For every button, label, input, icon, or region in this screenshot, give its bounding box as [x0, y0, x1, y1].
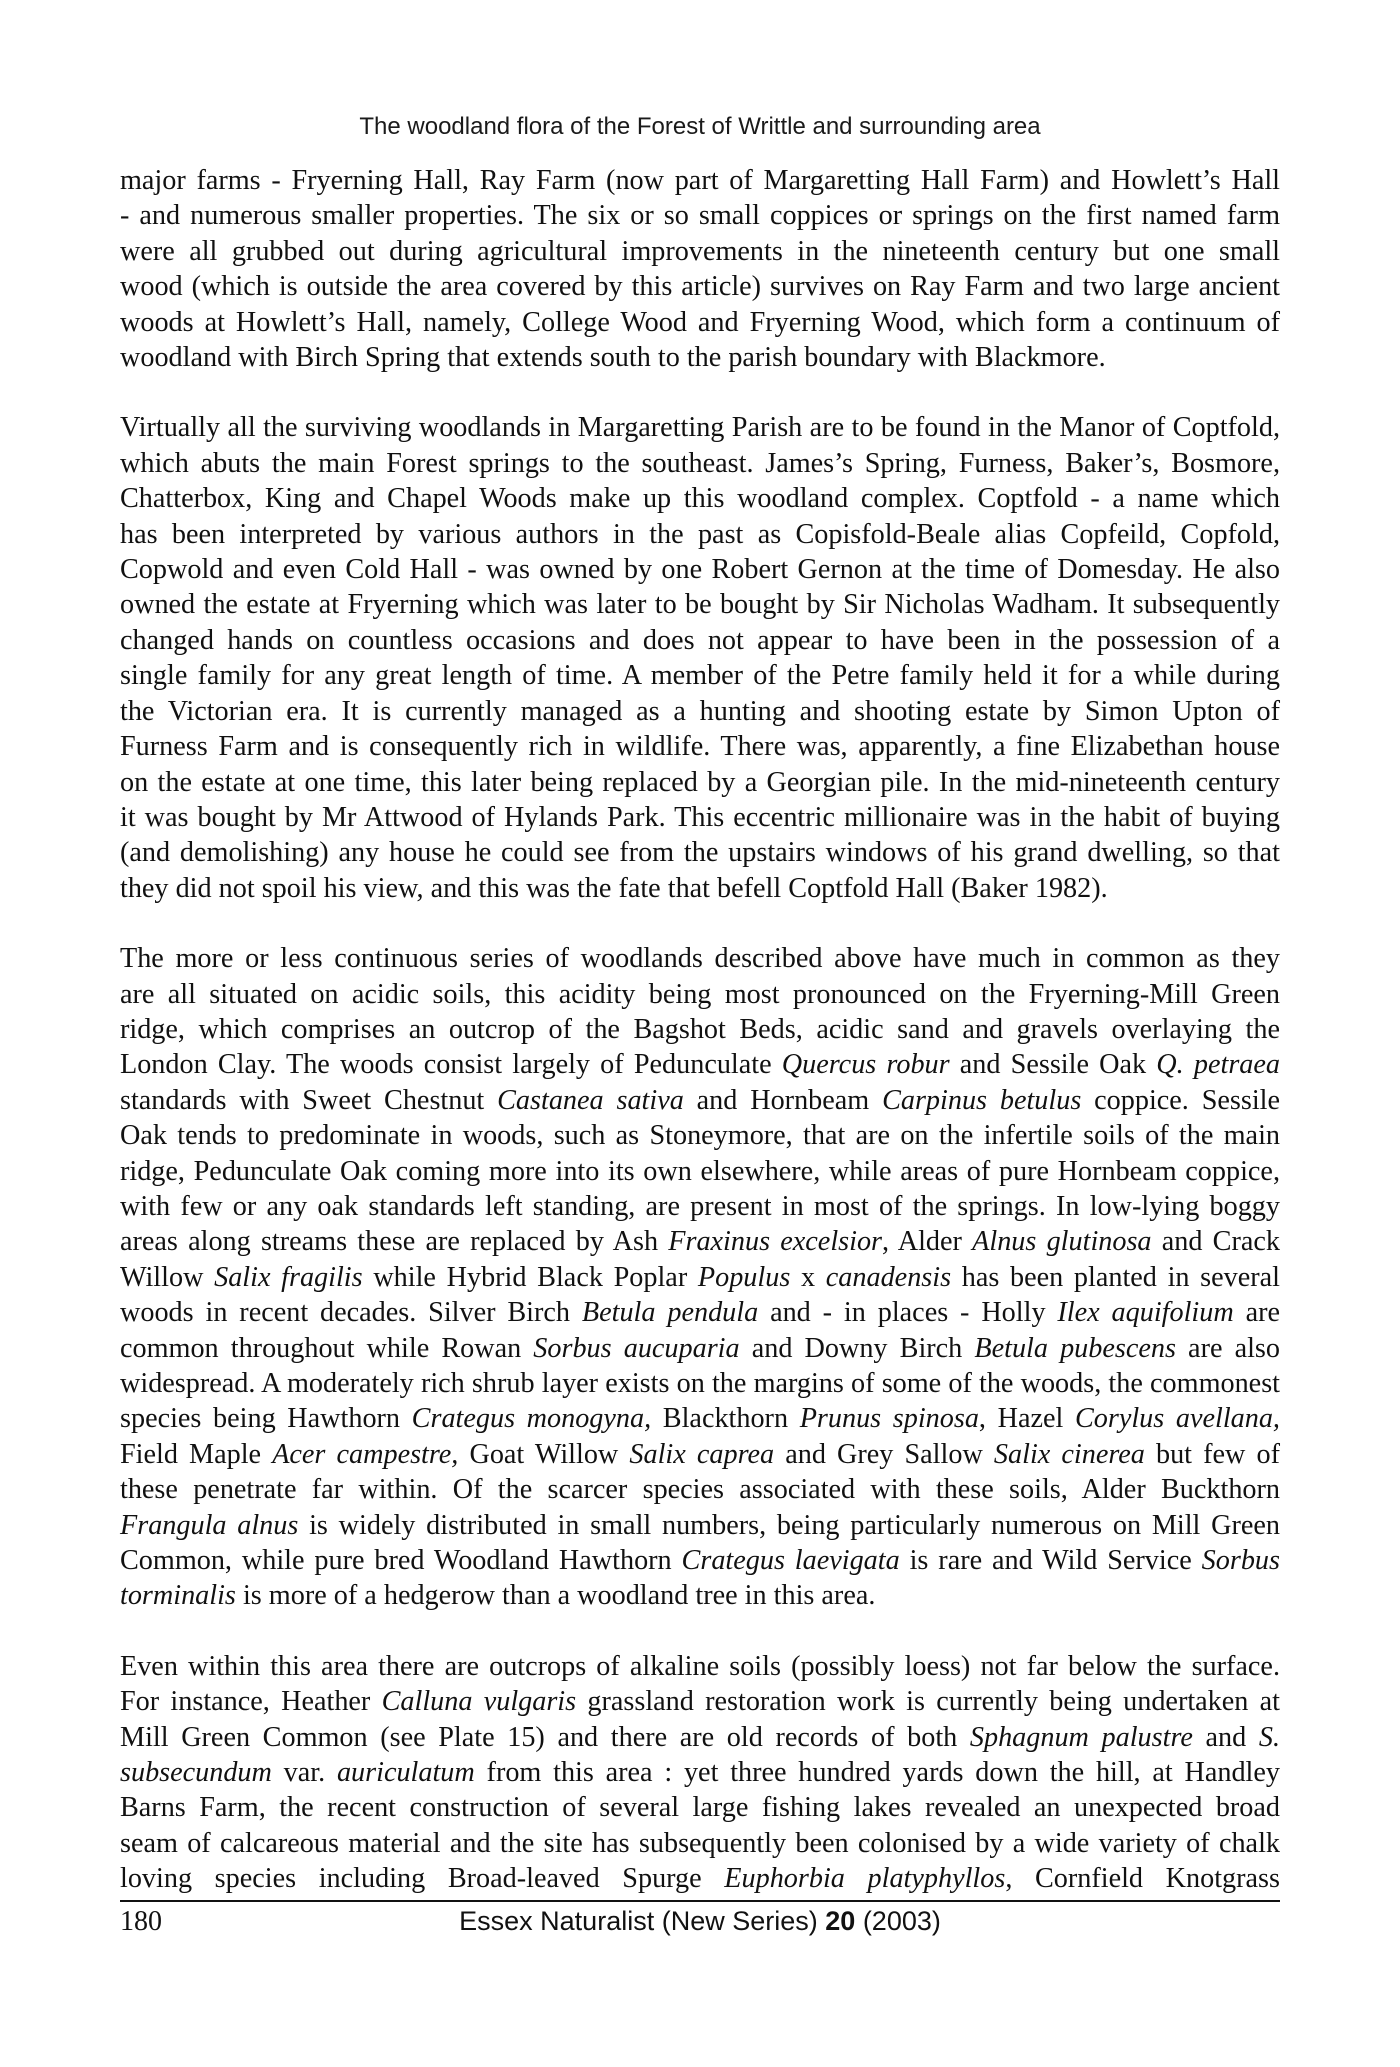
paragraph [120, 941, 1280, 1614]
text-line: seam of calcareous material and the site has subsequently been colonised by a wide variety of chalk [120, 1827, 1280, 1859]
journal-year: (2003) [862, 1906, 941, 1936]
text-line: (and demolishing) any house he could see from the upstairs windows of his grand dwelling, so that [120, 837, 1280, 869]
text-line: For instance, Heather Calluna vulgaris grassland restoration work is currently being undertaken at [120, 1686, 1280, 1718]
text-line: ridge, which comprises an outcrop of the Bagshot Beds, acidic sand and gravels overlaying the [120, 1013, 1280, 1045]
text-line: has been interpreted by various authors in the past as Copisfold-Beale alias Copfeild, Copfold, [120, 518, 1280, 550]
journal-volume: 20 [825, 1906, 856, 1936]
paragraph [120, 1649, 1280, 1897]
text-line: Copwold and even Cold Hall - was owned by one Robert Gernon at the time of Domesday. He also [120, 554, 1280, 586]
text-line: Virtually all the surviving woodlands in Margaretting Parish are to be found in the Manor of Coptfold, [120, 412, 1280, 444]
text-line: the Victorian era. It is currently managed as a hunting and shooting estate by Simon Upton of [120, 695, 1280, 727]
journal-name: Essex Naturalist (New Series) [459, 1906, 818, 1936]
text-line: wood (which is outside the area covered by this article) survives on Ray Farm and two large ancient [120, 271, 1280, 303]
article-body [120, 163, 1280, 1932]
text-line: it was bought by Mr Attwood of Hylands Park. This eccentric millionaire was in the habit of buying [120, 801, 1280, 833]
text-line: loving species including Broad-leaved Spurge Euphorbia platyphyllos, Cornfield Knotgrass [120, 1863, 1280, 1895]
journal-citation [0, 1906, 1400, 1937]
paragraph [120, 163, 1280, 375]
text-line: which abuts the main Forest springs to the southeast. James’s Spring, Furness, Baker’s, Bosmore, [120, 447, 1280, 479]
text-line: Field Maple Acer campestre, Goat Willow Salix caprea and Grey Sallow Salix cinerea but few of [120, 1438, 1280, 1470]
text-line: on the estate at one time, this later being replaced by a Georgian pile. In the mid-nineteenth century [120, 766, 1280, 798]
text-line: owned the estate at Fryerning which was later to be bought by Sir Nicholas Wadham. It subsequently [120, 589, 1280, 621]
text-line: with few or any oak standards left standing, are present in most of the springs. In low-lying boggy [120, 1190, 1280, 1222]
text-line: torminalis is more of a hedgerow than a woodland tree in this area. [120, 1580, 876, 1612]
text-line: woodland with Birch Spring that extends south to the parish boundary with Blackmore. [120, 342, 1106, 374]
text-line: ridge, Pedunculate Oak coming more into its own elsewhere, while areas of pure Hornbeam coppice, [120, 1155, 1280, 1187]
text-line: species being Hawthorn Crategus monogyna, Blackthorn Prunus spinosa, Hazel Corylus avellana, [120, 1403, 1280, 1435]
text-line: standards with Sweet Chestnut Castanea sativa and Hornbeam Carpinus betulus coppice. Sessile [120, 1084, 1281, 1116]
footer-rule [120, 1900, 1280, 1902]
running-head: The woodland flora of the Forest of Writtle and surrounding area [359, 113, 1041, 140]
text-line: common throughout while Rowan Sorbus aucuparia and Downy Birch Betula pubescens are also [120, 1332, 1280, 1364]
text-line: were all grubbed out during agricultural improvements in the nineteenth century but one small [120, 235, 1280, 267]
text-line: The more or less continuous series of woodlands described above have much in common as they [120, 943, 1280, 975]
text-line: - and numerous smaller properties. The six or so small coppices or springs on the first named farm [120, 200, 1280, 232]
text-line: Even within this area there are outcrops of alkaline soils (possibly loess) not far below the surface. [120, 1650, 1280, 1682]
text-line: Willow Salix fragilis while Hybrid Black Poplar Populus x canadensis has been planted in several [120, 1261, 1280, 1293]
text-line: are all situated on acidic soils, this acidity being most pronounced on the Fryerning-Mill Green [120, 978, 1280, 1010]
text-line: Furness Farm and is consequently rich in wildlife. There was, apparently, a fine Elizabethan house [120, 731, 1280, 763]
text-line: London Clay. The woods consist largely of Pedunculate Quercus robur and Sessile Oak Q. petraea [120, 1049, 1280, 1081]
text-line: subsecundum var. auriculatum from this area : yet three hundred yards down the hill, at Handley [120, 1757, 1280, 1789]
text-line: Common, while pure bred Woodland Hawthorn Crategus laevigata is rare and Wild Service Sorbus [120, 1545, 1280, 1577]
text-line: they did not spoil his view, and this was the fate that befell Coptfold Hall (Baker 1982). [120, 872, 1108, 904]
text-line: Oak tends to predominate in woods, such as Stoneymore, that are on the infertile soils of the main [120, 1120, 1280, 1152]
page-number: 180 [120, 1906, 162, 1937]
text-line: Chatterbox, King and Chapel Woods make up this woodland complex. Coptfold - a name which [120, 483, 1280, 515]
text-line: areas along streams these are replaced by Ash Fraxinus excelsior, Alder Alnus glutinosa and Crack [120, 1226, 1280, 1258]
text-line: changed hands on countless occasions and does not appear to have been in the possession of a [120, 624, 1280, 656]
text-line: Frangula alnus is widely distributed in small numbers, being particularly numerous on Mill Green [120, 1509, 1280, 1541]
text-line: single family for any great length of time. A member of the Petre family held it for a while during [120, 660, 1280, 692]
text-line: Barns Farm, the recent construction of several large fishing lakes revealed an unexpected broad [120, 1792, 1280, 1824]
text-line: woods in recent decades. Silver Birch Betula pendula and - in places - Holly Ilex aquifolium are [120, 1297, 1280, 1329]
text-line: Mill Green Common (see Plate 15) and there are old records of both Sphagnum palustre and S. [120, 1721, 1280, 1753]
text-line: major farms - Fryerning Hall, Ray Farm (now part of Margaretting Hall Farm) and Howlett’s Hall [120, 165, 1280, 196]
text-line: woods at Howlett’s Hall, namely, College Wood and Fryerning Wood, which form a continuum of [120, 306, 1280, 338]
text-line: widespread. A moderately rich shrub layer exists on the margins of some of the woods, the commonest [120, 1368, 1280, 1399]
paragraph [120, 410, 1280, 906]
text-line: these penetrate far within. Of the scarcer species associated with these soils, Alder Buckthorn [120, 1474, 1280, 1506]
